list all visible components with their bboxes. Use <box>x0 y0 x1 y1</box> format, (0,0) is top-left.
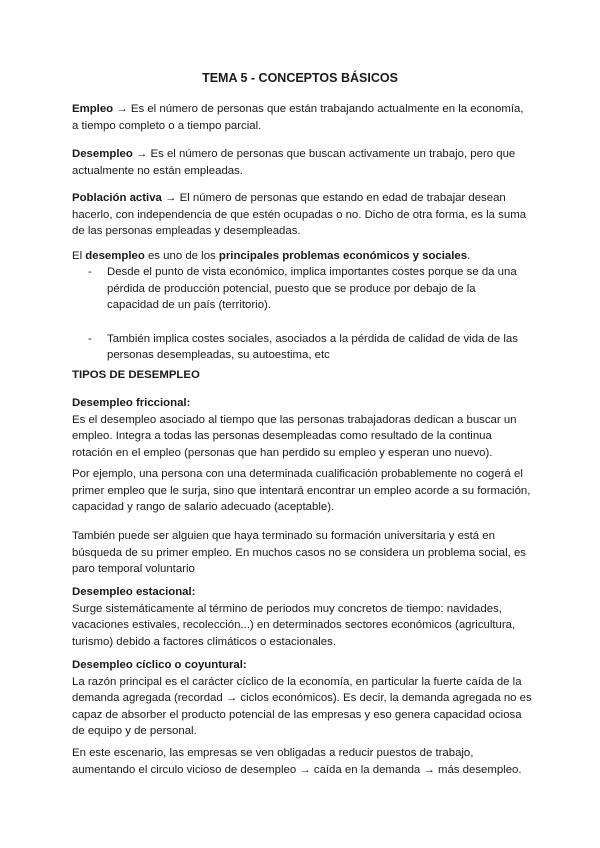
paragraph: Es el desempleo asociado al tiempo que las personas trabajadoras dedican a buscar un empleo. Integra a todas las personas desempleadas como resultado de la continua rotación en el empleo (personas que han perdido su empleo y esperan uno nuevo). <box>72 413 517 459</box>
definition-text: El número de personas que estando en edad de trabajar desean hacerlo, con independencia de que estén ocupadas o no. Dicho de otra forma, es la suma de las personas empleadas y desempleadas. <box>72 192 527 237</box>
section-estacional <box>72 584 532 650</box>
section-ciclico <box>72 657 532 740</box>
definition-empleo <box>72 101 532 134</box>
subheading-friccional: Desempleo friccional: <box>72 397 191 409</box>
intro-text: El <box>72 250 86 262</box>
intro-bold-problemas: principales problemas económicos y sociales <box>218 250 468 262</box>
term-desempleo: Desempleo <box>72 148 133 160</box>
list-item <box>90 331 530 364</box>
subheading-estacional: Desempleo estacional: <box>72 586 196 598</box>
definition-text: Es el número de personas que están trabajando actualmente en la economía, a tiempo completo o a tiempo parcial. <box>72 103 524 132</box>
page-title: TEMA 5 - CONCEPTOS BÁSICOS <box>202 71 398 85</box>
paragraph: Surge sistemáticamente al término de periodos muy concretos de tiempo: navidades, vacaciones estivales, recolección...) en determinados sectores económicos (agricultura, turismo) debido a factores climáticos o estacionales. <box>72 602 516 648</box>
paragraph: Por ejemplo, una persona con una determinada cualificación probablemente no cogerá el primer empleo que le surja, sino que intentará encontrar un empleo acorde a su formación, capacidad y rango de salario adecuado (aceptable). <box>72 468 531 513</box>
paragraph-ejemplo <box>72 466 532 516</box>
intro-paragraph <box>72 248 532 265</box>
intro-text: . <box>467 250 471 262</box>
intro-bold-desempleo: desempleo <box>85 250 145 262</box>
term-poblacion-activa: Población activa <box>72 192 162 204</box>
arrow: → <box>132 148 151 160</box>
section-friccional <box>72 395 532 461</box>
section-heading-tipos: TIPOS DE DESEMPLEO <box>72 369 200 381</box>
bullet-dash: - <box>88 332 92 345</box>
definition-poblacion-activa <box>72 190 532 240</box>
intro-text: es uno de los <box>144 250 219 262</box>
bullet-text: Desde el punto de vista económico, implica importantes costes porque se da una pérdida de producción potencial, puesto que se produce por debajo de la capacidad de un país (territorio). <box>107 266 517 311</box>
paragraph-universitaria <box>72 528 532 578</box>
definition-text: Es el número de personas que buscan activamente un trabajo, pero que actualmente no están empleadas. <box>72 148 516 177</box>
paragraph: La razón principal es el carácter cíclico de la economía, en particular la fuerte caída de la demanda agregada (recordad → ciclos económicos). Es decir, la demanda agregada no es capaz de absorber el producto potencial de las empresas y eso genera capacidad ociosa de equipo y de personal. <box>72 675 532 737</box>
list-item <box>90 264 530 314</box>
arrow: → <box>113 103 131 115</box>
paragraph-escenario <box>72 745 532 778</box>
bullet-text: También implica costes sociales, asociados a la pérdida de calidad de vida de las personas desempleadas, su autoestima, etc <box>107 332 518 361</box>
paragraph: También puede ser alguien que haya terminado su formación universitaria y está en búsqueda de su primer empleo. En muchos casos no se considera un problema social, es paro temporal voluntario <box>72 530 526 575</box>
bullet-dash: - <box>88 266 92 278</box>
paragraph: En este escenario, las empresas se ven obligadas a reducir puestos de trabajo, aumentando el circulo vicioso de desempleo → caída en la demanda → más desempleo. <box>72 747 522 776</box>
term-empleo: Empleo <box>72 103 114 115</box>
subheading-ciclico: Desempleo cíclico o coyuntural: <box>72 659 247 671</box>
definition-desempleo <box>72 146 532 179</box>
arrow: → <box>161 192 180 204</box>
bullet-list <box>90 264 530 364</box>
